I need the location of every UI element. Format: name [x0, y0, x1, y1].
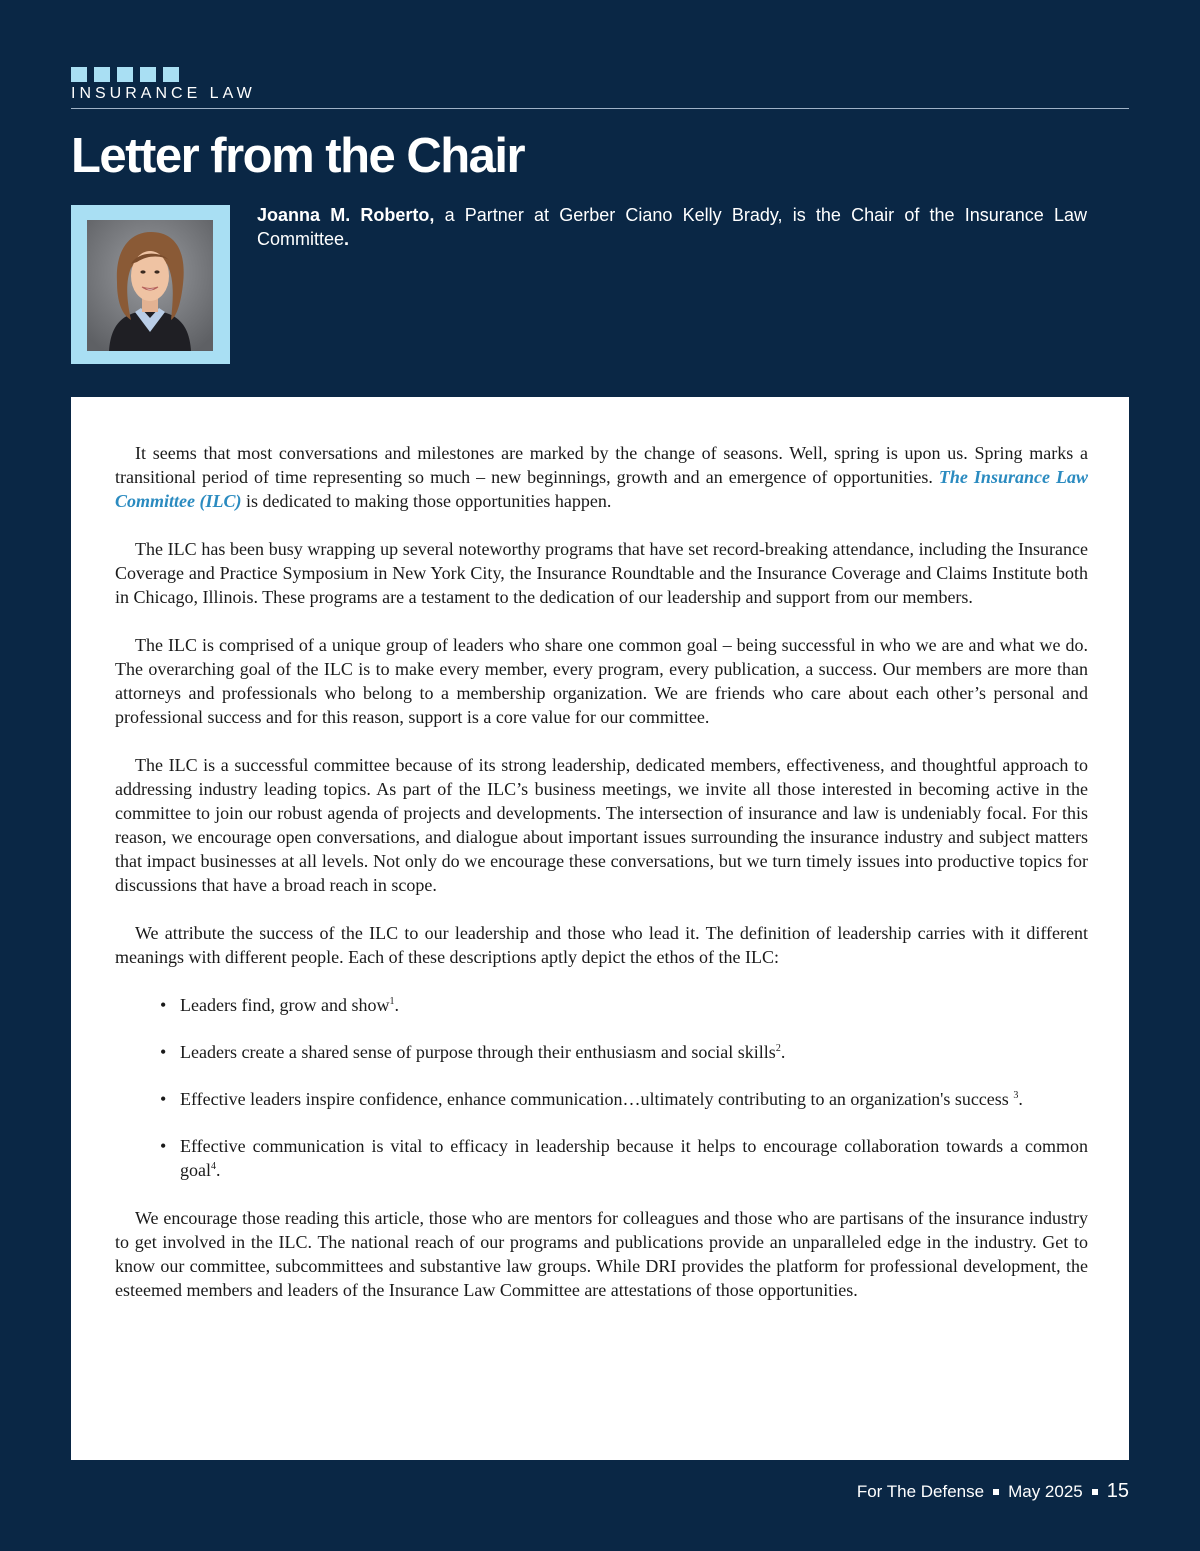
footnote-ref: 4: [211, 1161, 216, 1172]
page-title: Letter from the Chair: [71, 129, 525, 183]
author-photo: [87, 220, 213, 351]
list-item-end: .: [216, 1160, 221, 1180]
paragraph: The ILC is a successful committee because of its strong leadership, dedicated members, effectiveness, and thoughtful approach to addressing industry leading topics. As part of the ILC’s business meetings, we invite all those interested in becoming active in the committee to join our robust agenda of projects and developments. The intersection of insurance and law is undeniably focal. For this reason, we encourage open conversations, and dialogue about important issues surrounding the insurance industry and subject matters that impact businesses at all levels. Not only do we encourage these conversations, but we turn timely issues into productive topics for discussions that have a broad reach in scope.: [115, 755, 1088, 895]
footnote-ref: 1: [389, 996, 395, 1007]
author-photo-frame: [71, 205, 230, 364]
author-name: Joanna M. Roberto,: [257, 205, 435, 225]
paragraph: [115, 441, 1088, 513]
list-item: [180, 1134, 1088, 1182]
article-card: [71, 397, 1129, 1460]
marker-square: [94, 67, 110, 82]
author-bio-end: .: [344, 229, 350, 249]
marker-square: [140, 67, 156, 82]
list-item: [180, 1040, 1088, 1064]
list-item-end: .: [394, 995, 399, 1015]
list-item-end: .: [780, 1042, 786, 1062]
paragraph: The ILC is comprised of a unique group of leaders who share one common goal – being successful in who we are and what we do. The overarching goal of the ILC is to make every member, every program, every publication, a success. Our members are more than attorneys and professionals who belong to a membership organization. We are friends who care about each other’s personal and professional success and for this reason, support is a core value for our committee.: [115, 635, 1088, 727]
separator-dot: [1092, 1489, 1098, 1495]
ilc-link[interactable]: The Insurance Law Committee (ILC): [115, 467, 1088, 511]
paragraph-text: is dedicated to making those opportunities happen.: [241, 491, 612, 511]
paragraph: We attribute the success of the ILC to our leadership and those who lead it. The definition of leadership carries with it different meanings with different people. Each of these descriptions aptly depict the ethos of the ILC:: [115, 923, 1088, 967]
list-item-text: Effective leaders inspire confidence, enhance communication…ultimately contributing to an organization's success: [180, 1089, 1014, 1109]
list-item-end: .: [1018, 1089, 1023, 1109]
paragraph: We encourage those reading this article, those who are mentors for colleagues and those who are partisans of the insurance industry to get involved in the ILC. The national reach of our programs and publications provide an unparalleled edge in the industry. Get to know our committee, subcommittees and substantive law groups. While DRI provides the platform for professional development, the esteemed members and leaders of the Insurance Law Committee are attestations of those opportunities.: [115, 1208, 1088, 1300]
publication-name: For The Defense: [856, 1481, 985, 1501]
page-footer: [857, 1480, 1129, 1503]
author-bio-text: a Partner at Gerber Ciano Kelly Brady, is the Chair of the Insurance Law Committee: [257, 205, 1087, 249]
list-item-text: Effective communication is vital to efficacy in leadership because it helps to encourage collaboration towards a common goal: [180, 1136, 1088, 1180]
list-item-text: Leaders find, grow and show: [180, 995, 390, 1015]
list-item-text: Leaders create a shared sense of purpose through their enthusiasm and social skills: [180, 1042, 776, 1062]
separator-dot: [993, 1489, 999, 1495]
issue-date: May 2025: [1008, 1481, 1083, 1501]
list-item: [180, 993, 1088, 1017]
page-number: 15: [1106, 1480, 1129, 1502]
article-body: [115, 441, 1088, 1326]
marker-square: [71, 67, 87, 82]
paragraph: The ILC has been busy wrapping up several noteworthy programs that have set record-breaking attendance, including the Insurance Coverage and Practice Symposium in New York City, the Insurance Roundtable and the Insurance Coverage and Claims Institute both in Chicago, Illinois. These programs are a testament to the dedication of our leadership and support from our members.: [115, 539, 1088, 607]
leadership-bullet-list: [115, 993, 1088, 1182]
marker-square: [163, 67, 179, 82]
author-bio: [257, 203, 1087, 251]
footnote-ref: 2: [775, 1043, 781, 1054]
section-label: INSURANCE LAW: [71, 85, 256, 102]
list-item: [180, 1087, 1088, 1111]
section-marker-squares: [71, 67, 179, 82]
paragraph-text: It seems that most conversations and milestones are marked by the change of seasons. Well, spring is upon us. Spring marks a transitional period of time representing so much – new beginnings, growth and an emergence of opportunities.: [115, 443, 1088, 487]
marker-square: [117, 67, 133, 82]
footnote-ref: 3: [1013, 1090, 1019, 1101]
header-divider: [71, 108, 1129, 109]
